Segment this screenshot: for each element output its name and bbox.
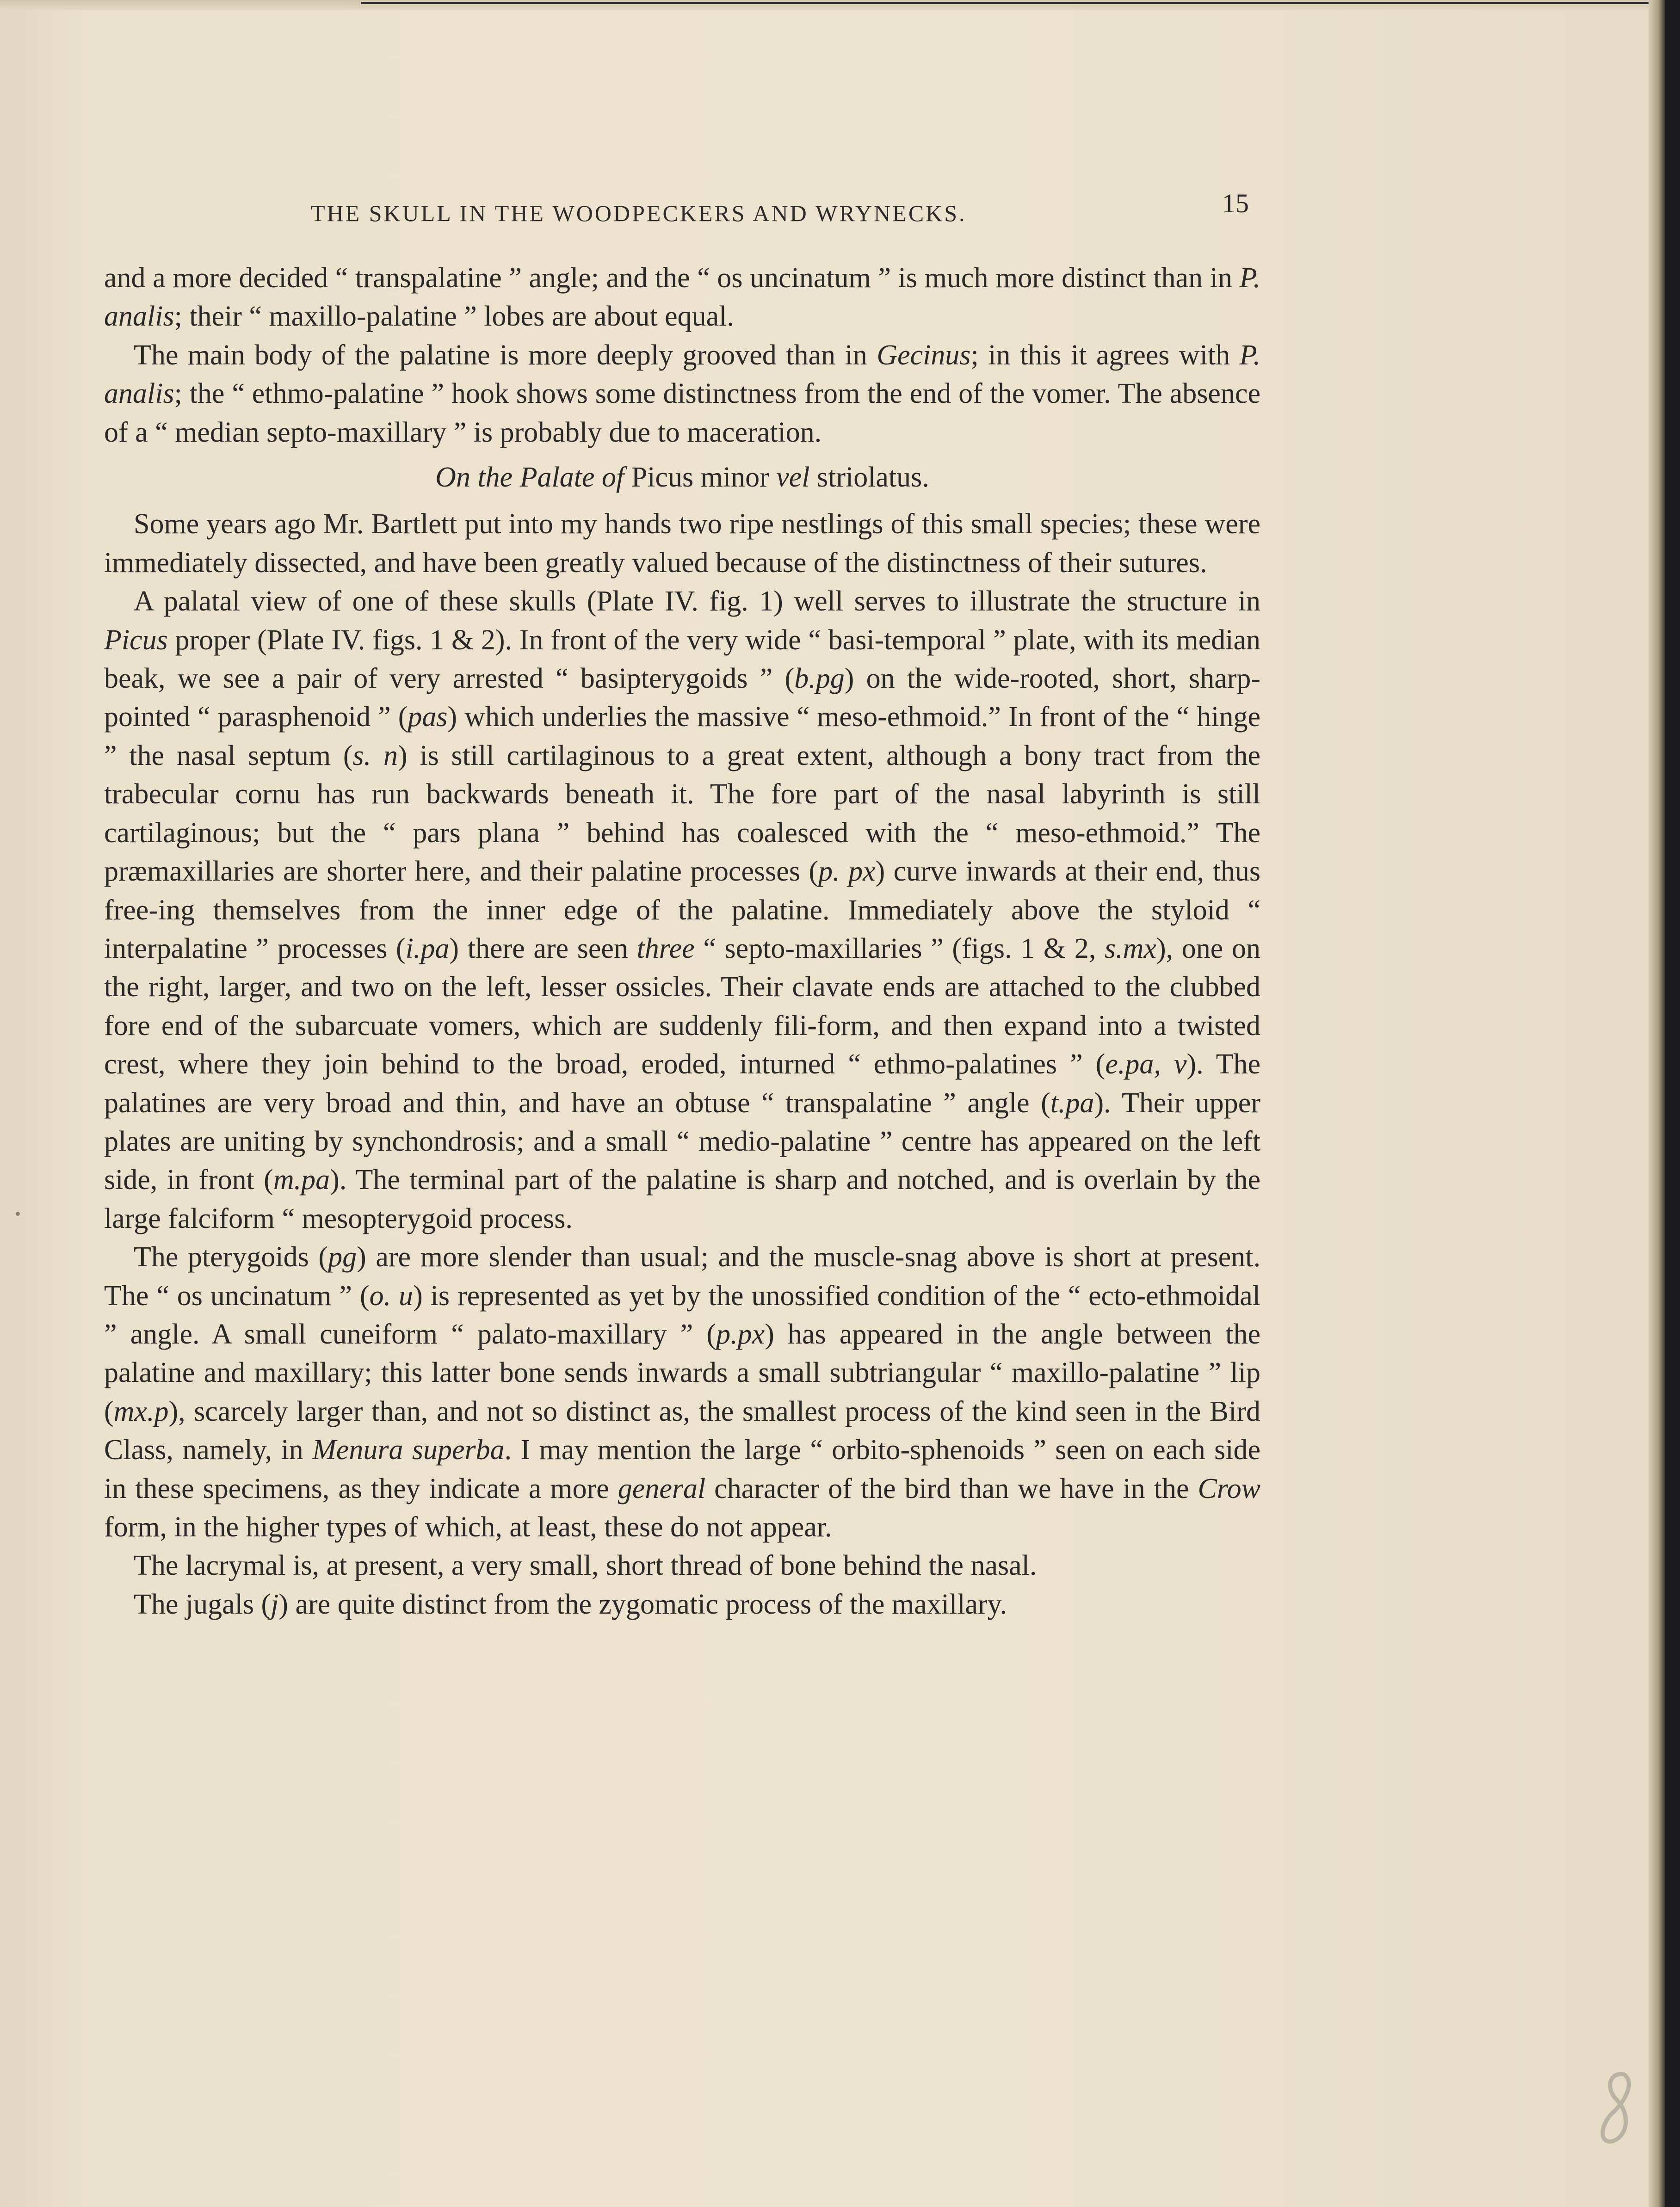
page-number: 15 — [1222, 188, 1249, 218]
paper-speck — [16, 1212, 20, 1216]
pencil-mark-eight — [1591, 2067, 1642, 2151]
paragraph-4: A palatal view of one of these skulls (Plate IV. fig. 1) well serves to illustrate the structure in Picus proper (Plate IV. figs. 1 & 2). In front of the very wide “ basi-temporal ” plate, with its median beak, we see a pair of very arrested “ basipterygoids ” (b.pg) on the wide-rooted, short, sharp-pointed “ parasphenoid ” (pas) which underlies the massive “ meso-ethmoid.” In front of the “ hinge ” the nasal septum (s. n) is still cartilaginous to a great extent, although a bony tract from the trabecular cornu has run backwards beneath it. The fore part of the nasal labyrinth is still cartilaginous; but the “ pars plana ” behind has coalesced with the “ meso-ethmoid.” The præmaxillaries are shorter here, and their palatine processes (p. px) curve inwards at their end, thus free-ing themselves from the inner edge of the palatine. Immediately above the styloid “ interpalatine ” processes (i.pa) there are seen three “ septo-maxillaries ” (figs. 1 & 2, s.mx), one on the right, larger, and two on the left, lesser ossicles. Their clavate ends are attached to the clubbed fore end of the subarcuate vomers, which are suddenly fili-form, and then expand into a twisted crest, where they join behind to the broad, eroded, inturned “ ethmo-palatines ” (e.pa, v). The palatines are very broad and thin, and have an obtuse “ transpalatine ” angle (t.pa). Their upper plates are uniting by synchondrosis; and a small “ medio-palatine ” centre has appeared on the left side, in front (m.pa). The terminal part of the palatine is sharp and notched, and is overlain by the large falciform “ mesopterygoid process. — [104, 586, 1261, 1234]
running-title: THE SKULL IN THE WOODPECKERS AND WRYNECKS. — [311, 200, 967, 226]
page-right-edge — [1649, 0, 1665, 2207]
body-text — [104, 259, 1260, 1624]
paragraph-6: The lacrymal is, at present, a very small, short thread of bone behind the nasal. — [134, 1550, 1037, 1582]
paragraph-7: The jugals (j) are quite distinct from the zygomatic process of the maxillary. — [134, 1588, 1007, 1620]
page-top-edge — [0, 0, 1665, 10]
paragraph-1: and a more decided “ transpalatine ” angle; and the “ os uncinatum ” is much more distinct than in P. analis; their “ maxillo-palatine ” lobes are about equal. — [104, 262, 1260, 333]
paragraph-3: Some years ago Mr. Bartlett put into my hands two ripe nestlings of this small species; these were immediately dissected, and have been greatly valued because of the distinctness of their sutures. — [104, 508, 1260, 579]
paragraph-5: The pterygoids (pg) are more slender than usual; and the muscle-snag above is short at present. The “ os uncinatum ” (o. u) is represented as yet by the unossified condition of the “ ecto-ethmoidal ” angle. A small cuneiform “ palato-maxillary ” (p.px) has appeared in the angle between the palatine and maxillary; this latter bone sends inwards a small subtriangular “ maxillo-palatine ” lip (mx.p), scarcely larger than, and not so distinct as, the smallest process of the kind seen in the Bird Class, namely, in Menura superba. I may mention the large “ orbito-sphenoids ” seen on each side in these specimens, as they indicate a more general character of the bird than we have in the Crow form, in the higher types of which, at least, these do not appear. — [104, 1241, 1261, 1543]
section-heading: On the Palate of Picus minor vel striolatus. — [435, 462, 929, 493]
paragraph-2: The main body of the palatine is more deeply grooved than in Gecinus; in this it agrees with P. analis; the “ ethmo-palatine ” hook shows some distinctness from the end of the vomer. The absence of a “ median septo-maxillary ” is probably due to maceration. — [104, 339, 1261, 448]
